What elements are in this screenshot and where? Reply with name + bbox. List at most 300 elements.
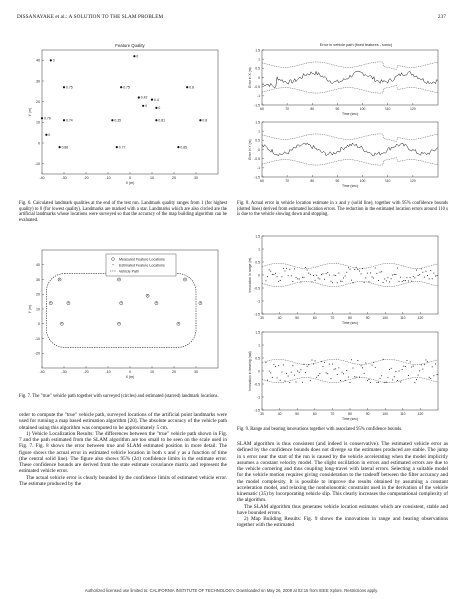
x-tick-label: -20 — [83, 176, 89, 180]
innovation-point — [402, 281, 403, 282]
landmark-point — [151, 99, 153, 101]
landmark-point — [199, 119, 201, 121]
x-tick-label: 100 — [359, 179, 366, 183]
x-tick-label: 20 — [172, 176, 176, 180]
innovation-point — [372, 277, 373, 278]
x-tick-label: -40 — [39, 176, 45, 180]
innovation-point — [386, 382, 387, 383]
innovation-point — [364, 373, 365, 374]
innovation-point — [334, 275, 335, 276]
innovation-point — [345, 276, 346, 277]
vehicle-path — [46, 274, 196, 348]
paragraph: SLAM algorithm is thus consistent (and indeed is conservative). The estimated vehicle error as defined by the confidence bounds does not diverge so the estimates produced are stable. The jump in x error near the start of the run is caused by the vehicle accelerating when the model implicitly assumes a constant velocity model. The slight oscillation in errors and estimated errors are due to the vehicle cornering and thus coupling long-travel with lateral errors. Selecting a suitable model for the vehicle motion requires giving consideration to the tradeoff between the filter accuracy and the model complexity. It is possible to improve the results obtained by assuming a constant acceleration model, and relaxing the nonholonomic constraint used in the derivation of the vehicle kinematic (35) by incorporating vehicle slip. This clearly increases the computational complexity of the algorithm. — [237, 441, 448, 504]
innovation-point — [378, 280, 379, 281]
innovation-point — [277, 276, 278, 277]
x-tick-label: 30 — [194, 176, 198, 180]
innovation-point — [291, 275, 292, 276]
innovation-point — [429, 377, 430, 378]
y-tick-label: 1 — [258, 247, 260, 252]
landmark-quality-label: 0.4 — [154, 97, 159, 102]
innovation-point — [323, 366, 324, 367]
innovation-point — [343, 373, 344, 374]
innovation-point — [399, 371, 400, 372]
innovation-point — [310, 274, 311, 275]
innovation-point — [292, 365, 293, 366]
landmark-quality-label: 0.79 — [44, 116, 51, 121]
fig8-caption: Fig. 8. Actual error in vehicle location estimate in x and y (solid line), together with 95% confidence bounds (dotted lines) derived from estimated location errors. The reduction in the estimated location errors around 110 s is due to the vehicle slowing down and stopping. — [237, 201, 448, 218]
innovation-point — [400, 277, 401, 278]
innovation-point — [272, 377, 273, 378]
x-tick-label: 110 — [400, 316, 406, 320]
innovation-point — [426, 271, 427, 272]
x-tick-label: 70 — [330, 316, 335, 320]
innovation-point — [296, 382, 297, 383]
y-tick-label: 1.5 — [255, 48, 260, 53]
x-tick-label: 100 — [382, 316, 389, 320]
landmark-point — [50, 59, 52, 61]
innovation-point — [312, 360, 313, 361]
x-tick-label: 90 — [365, 412, 370, 416]
innovation-point — [427, 275, 428, 276]
x-tick-label: 0 — [129, 370, 131, 374]
landmark-point — [59, 146, 61, 148]
y-tick-label: -0.5 — [254, 286, 260, 291]
paragraph: 1) Vehicle Localization Results: The differences between the "true" vehicle path shown in Fig. 7 and the path estimated from the SLAM algorithm are too small to be seen on the scale used in Fig. 7. Fig. 8 shows the error between true and SLAM estimated position in more detail. The figure shows the actual error in estimated vehicle location in both x and y as a function of time (the central solid line). The figure also shows 95% (2σ) confidence limits in the estimate error. These confidence bounds are derived from the state estimate covariance matrix and represent the estimated vehicle error. — [19, 430, 227, 475]
y-tick-label: -10 — [34, 336, 40, 341]
y-tick-label: -1 — [256, 94, 260, 99]
innovation-point — [380, 378, 381, 379]
innovation-point — [332, 282, 333, 283]
x-tick-label: 30 — [260, 412, 264, 416]
innovation-point — [273, 364, 274, 365]
x-tick-label: -40 — [39, 370, 45, 374]
landmark-point — [155, 107, 157, 109]
x-tick-label: 60 — [312, 316, 317, 320]
innovation-point — [400, 382, 401, 383]
paragraph: The actual vehicle error is clearly bounded by the confidence limits of estimated vehicle error. The estimate produced by the — [19, 474, 227, 487]
innovation-point — [350, 382, 351, 383]
innovation-point — [289, 382, 290, 383]
x-tick-label: 70 — [285, 179, 290, 183]
x-tick-label: 40 — [277, 412, 282, 416]
x-tick-label: 90 — [335, 179, 340, 183]
innovation-point — [313, 364, 314, 365]
innovation-point — [335, 275, 336, 276]
y-tick-label: -0.5 — [254, 84, 260, 89]
innovation-point — [286, 373, 287, 374]
innovation-point — [331, 378, 332, 379]
innovation-point — [292, 281, 293, 282]
y-tick-label: 0.5 — [255, 138, 260, 143]
innovation-point — [281, 372, 282, 373]
x-tick-label: 120 — [410, 107, 416, 111]
landmark-point — [41, 117, 43, 119]
innovation-point — [427, 361, 428, 362]
y-tick-label: 0.5 — [255, 66, 260, 71]
x-tick-label: 110 — [385, 179, 391, 183]
innovation-point — [275, 273, 276, 274]
innovation-point — [332, 364, 333, 365]
innovation-point — [437, 374, 438, 375]
innovation-point — [340, 380, 341, 381]
y-tick-label: -10 — [34, 161, 40, 166]
innovation-point — [354, 376, 355, 377]
innovation-point — [383, 359, 384, 360]
x-tick-label: 60 — [260, 107, 264, 111]
x-axis-label: Time (sec) — [342, 184, 358, 188]
x-tick-label: 60 — [312, 412, 317, 416]
x-tick-label: 120 — [410, 179, 416, 183]
x-tick-label: 20 — [172, 370, 176, 374]
innovation-point — [338, 273, 339, 274]
innovation-point — [321, 361, 322, 362]
innovation-point — [285, 381, 286, 382]
innovation-point — [278, 281, 279, 282]
innovation-point — [277, 378, 278, 379]
innovation-point — [364, 282, 365, 283]
fig6-caption: Fig. 6. Calculated landmark qualities at the end of the test run. Landmark quality ranges from 1 (for highest quality) to 0 (for lowest quality). Landmarks are marked with a star. Landmarks which are also circled are the artificial landmarks whose locations were surveyed so that the accuracy of the map building algorithm can be evaluated. — [19, 201, 227, 223]
landmark-quality-label: 0.86 — [61, 145, 69, 150]
innovation-point — [351, 280, 352, 281]
estimated-landmark: * — [199, 300, 202, 306]
landmark-quality-label: 0 — [158, 106, 161, 111]
innovation-point — [373, 278, 374, 279]
innovation-point — [342, 372, 343, 373]
innovation-point — [307, 366, 308, 367]
y-tick-label: 0 — [258, 75, 260, 80]
innovation-point — [342, 281, 343, 282]
innovation-point — [324, 279, 325, 280]
x-tick-label: 120 — [417, 412, 424, 416]
x-tick-label: 40 — [277, 316, 282, 320]
innovation-point — [421, 364, 422, 365]
innovation-point — [414, 277, 415, 278]
innovation-point — [291, 372, 292, 373]
innovation-point — [346, 272, 347, 273]
innovation-point — [308, 273, 309, 274]
innovation-point — [354, 269, 355, 270]
innovation-point — [278, 365, 279, 366]
innovation-point — [327, 373, 328, 374]
innovation-point — [369, 379, 370, 380]
y-tick-label: 0 — [38, 322, 40, 327]
innovation-point — [312, 282, 313, 283]
fig9-chart — [236, 232, 448, 428]
innovation-point — [392, 379, 393, 380]
innovation-point — [356, 267, 357, 268]
y-tick-label: -1 — [256, 299, 260, 304]
innovation-point — [389, 369, 390, 370]
legend-entry: Measured Feature Locations — [119, 257, 165, 262]
x-axis-label: X (m) — [125, 181, 135, 185]
innovation-point — [380, 272, 381, 273]
landmark-quality-label: 0 — [145, 104, 148, 108]
innovation-point — [362, 367, 363, 368]
landmark-point — [120, 86, 122, 88]
y-tick-label: 1 — [258, 343, 260, 348]
y-tick-label: 10 — [36, 307, 40, 312]
lower-confidence-bound — [262, 158, 438, 166]
innovation-point — [419, 274, 420, 275]
innovation-point — [294, 375, 295, 376]
left-column-text — [19, 412, 227, 487]
innovation-point — [375, 268, 376, 269]
chart-title: Feature Quality — [115, 43, 145, 48]
innovation-point — [422, 272, 423, 273]
innovation-point — [267, 380, 268, 381]
y-axis-label: Y (m) — [28, 107, 32, 117]
estimated-landmark: * — [177, 321, 180, 327]
x-tick-label: 50 — [295, 412, 300, 416]
innovation-point — [414, 382, 415, 383]
innovation-point — [337, 374, 338, 375]
innovation-point — [272, 274, 273, 275]
fig7-chart — [18, 244, 226, 386]
innovation-point — [430, 378, 431, 379]
landmark-point — [111, 119, 113, 121]
upper-confidence-bound — [262, 359, 438, 364]
x-tick-label: 90 — [335, 107, 340, 111]
x-tick-label: 80 — [310, 107, 315, 111]
y-axis-label: Innovation in range (m) — [248, 257, 252, 293]
innovation-point — [280, 280, 281, 281]
innovation-point — [302, 382, 303, 383]
innovation-point — [372, 365, 373, 366]
x-tick-label: 100 — [359, 107, 366, 111]
page-number: 237 — [437, 14, 446, 20]
innovation-point — [357, 269, 358, 270]
innovation-point — [266, 280, 267, 281]
innovation-point — [323, 273, 324, 274]
innovation-point — [289, 269, 290, 270]
axes-frame — [42, 50, 218, 174]
estimated-landmark: * — [118, 276, 120, 282]
innovation-point — [376, 273, 377, 274]
innovation-point — [361, 365, 362, 366]
innovation-point — [361, 273, 362, 274]
x-tick-label: 100 — [382, 412, 389, 416]
innovation-point — [369, 281, 370, 282]
innovation-point — [410, 277, 411, 278]
innovation-point — [302, 277, 303, 278]
innovation-point — [267, 276, 268, 277]
landmark-point — [177, 146, 179, 148]
innovation-point — [391, 368, 392, 369]
y-tick-label: 20 — [36, 292, 40, 297]
x-tick-label: 80 — [348, 316, 352, 320]
x-axis-label: X (m) — [125, 375, 135, 379]
innovation-point — [348, 377, 349, 378]
innovation-point — [407, 360, 408, 361]
innovation-point — [381, 271, 382, 272]
y-tick-label: 40 — [36, 58, 40, 63]
innovation-point — [348, 267, 349, 268]
innovation-point — [310, 380, 311, 381]
innovation-point — [300, 369, 301, 370]
innovation-point — [430, 270, 431, 271]
innovation-point — [394, 376, 395, 377]
y-tick-label: 1 — [258, 129, 260, 134]
innovation-point — [286, 268, 287, 269]
estimated-landmark: * — [155, 300, 158, 306]
innovation-point — [285, 271, 286, 272]
innovation-point — [408, 281, 409, 282]
innovation-point — [319, 279, 320, 280]
innovation-point — [422, 369, 423, 370]
landmark-point — [116, 146, 118, 148]
x-tick-label: 70 — [285, 107, 290, 111]
innovation-point — [370, 382, 371, 383]
landmark-quality-label: 0.74 — [66, 118, 73, 123]
fig9-container — [236, 232, 448, 428]
innovation-point — [373, 362, 374, 363]
innovation-point — [327, 272, 328, 273]
y-tick-label: -0.5 — [254, 156, 260, 161]
innovation-point — [375, 367, 376, 368]
innovation-point — [353, 368, 354, 369]
innovation-point — [308, 364, 309, 365]
innovation-point — [395, 274, 396, 275]
innovation-point — [326, 273, 327, 274]
right-column-text — [237, 441, 448, 529]
innovation-point — [269, 269, 270, 270]
x-tick-label: 30 — [260, 316, 264, 320]
landmark-quality-label: 0.85 — [180, 145, 188, 150]
error-trace — [262, 143, 438, 156]
x-tick-label: -30 — [61, 176, 67, 180]
innovation-point — [296, 277, 297, 278]
landmark-point — [63, 86, 65, 88]
innovation-point — [299, 372, 300, 373]
innovation-point — [365, 278, 366, 279]
fig9-caption: Fig. 9. Range and bearing innovations together with associated 95% confidence bounds. — [237, 427, 403, 432]
fig7-caption: Fig. 7. The "true" vehicle path together with surveyed (circles) and estimated (starred) landmark locations. — [19, 394, 219, 399]
estimated-landmark: * — [118, 321, 120, 327]
fig7-container — [18, 244, 226, 386]
innovation-point — [367, 273, 368, 274]
innovation-point — [405, 280, 406, 281]
innovation-point — [386, 280, 387, 281]
y-axis-label: Innovation in bearing (rad) — [248, 351, 252, 391]
landmark-quality-label: 0.75 — [123, 85, 130, 90]
innovation-point — [405, 366, 406, 367]
legend-star-marker: * — [112, 262, 114, 268]
innovation-point — [388, 277, 389, 278]
paragraph: order to compute the "true" vehicle path, surveyed locations of the artificial point landmarks were used for running a map based estimation algorithm [20]. The absolute accuracy of the vehicle path obtained using this algorithm was computed to be approximately 5 cm. — [19, 412, 227, 431]
innovation-point — [304, 364, 305, 365]
innovation-point — [316, 377, 317, 378]
innovation-point — [270, 271, 271, 272]
fig6-chart — [18, 40, 226, 190]
axes-frame — [262, 332, 438, 410]
paragraph: 2) Map Building Results: Fig. 9 shows the innovations in range and bearing observations together with the estimated — [237, 516, 448, 529]
estimated-landmark: * — [146, 293, 149, 299]
landmark-quality-label: 0.8 — [202, 118, 208, 123]
innovation-point — [416, 270, 417, 271]
landmark-point — [142, 105, 144, 107]
innovation-point — [300, 282, 301, 283]
innovation-point — [397, 268, 398, 269]
legend — [106, 254, 176, 276]
innovation-point — [362, 268, 363, 269]
x-tick-label: 110 — [400, 412, 406, 416]
innovation-point — [288, 376, 289, 377]
innovation-point — [392, 275, 393, 276]
running-title: DISSANAYAKE et al.: A SOLUTION TO THE SLAM PROBLEM — [17, 14, 164, 20]
estimated-landmark: * — [120, 300, 122, 306]
innovation-point — [437, 275, 438, 276]
x-tick-label: -10 — [105, 176, 111, 180]
innovation-point — [416, 379, 417, 380]
y-tick-label: 30 — [36, 79, 40, 84]
innovation-point — [318, 375, 319, 376]
innovation-point — [413, 276, 414, 277]
estimated-landmark: * — [50, 300, 52, 306]
innovation-point — [418, 275, 419, 276]
innovation-point — [370, 273, 371, 274]
x-tick-label: 80 — [348, 412, 352, 416]
innovation-point — [424, 277, 425, 278]
innovation-point — [305, 267, 306, 268]
landmark-quality-label: 0.75 — [66, 85, 73, 90]
landmark-point — [186, 86, 188, 88]
y-tick-label: 0.5 — [255, 356, 260, 361]
fig6-container — [18, 40, 226, 190]
y-tick-label: -1.5 — [254, 175, 260, 180]
y-tick-label: 40 — [36, 263, 40, 268]
y-tick-label: 1 — [258, 57, 260, 62]
innovation-point — [297, 371, 298, 372]
innovation-point — [397, 380, 398, 381]
innovation-point — [338, 367, 339, 368]
innovation-point — [283, 268, 284, 269]
innovation-point — [273, 274, 274, 275]
axes-frame — [262, 122, 438, 177]
innovation-point — [343, 278, 344, 279]
innovation-point — [418, 375, 419, 376]
innovation-point — [340, 281, 341, 282]
innovation-point — [403, 280, 404, 281]
y-tick-label: -0.5 — [254, 382, 260, 387]
x-tick-label: 80 — [310, 179, 315, 183]
innovation-point — [426, 360, 427, 361]
landmark-point — [138, 96, 140, 98]
innovation-point — [345, 380, 346, 381]
innovation-point — [378, 382, 379, 383]
x-tick-label: -20 — [83, 370, 89, 374]
x-tick-label: 120 — [417, 316, 424, 320]
y-tick-label: 0 — [258, 369, 260, 374]
innovation-point — [297, 278, 298, 279]
lower-confidence-bound — [262, 282, 438, 287]
innovation-point — [266, 362, 267, 363]
x-axis-label: Time (sec) — [342, 112, 358, 116]
innovation-point — [389, 281, 390, 282]
innovation-point — [381, 375, 382, 376]
innovation-point — [269, 371, 270, 372]
landmark-quality-label: 0.81 — [158, 118, 166, 123]
innovation-point — [294, 268, 295, 269]
innovation-point — [299, 279, 300, 280]
x-tick-label: 0 — [129, 176, 131, 180]
innovation-point — [388, 377, 389, 378]
y-tick-label: 30 — [36, 277, 40, 282]
innovation-point — [407, 277, 408, 278]
y-axis-label: Error in X (m) — [248, 67, 252, 88]
innovation-point — [356, 377, 357, 378]
innovation-point — [337, 282, 338, 283]
innovation-point — [316, 275, 317, 276]
